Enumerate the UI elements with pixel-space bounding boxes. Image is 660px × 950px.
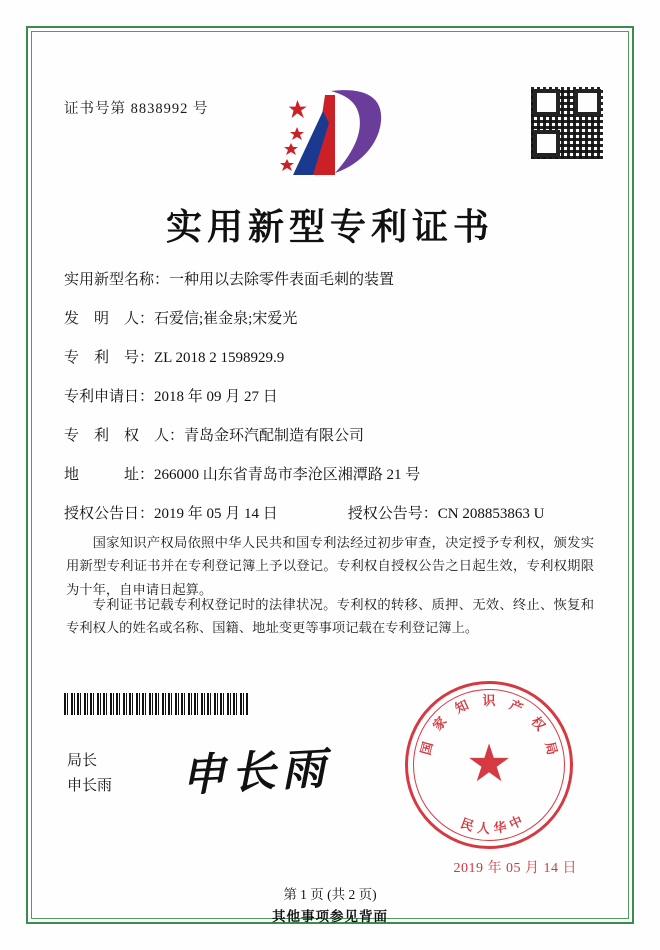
seal-ring-text: 国 家 知 识 产 权 局 中 华 人 民: [417, 693, 561, 837]
value-application-date: 2018 年 09 月 27 日: [154, 389, 278, 405]
official-seal: [405, 681, 573, 849]
label-application-date: 专利申请日：: [64, 389, 155, 405]
value-inventors: 石爱信;崔金泉;宋爱光: [154, 311, 298, 327]
value-utility-model-name: 一种用以去除零件表面毛刺的装置: [169, 272, 395, 288]
qr-code: [531, 87, 603, 159]
seal-date: 2019 年 05 月 14 日: [453, 861, 577, 876]
field-row-patentee: [64, 427, 596, 445]
certificate-number: 证书号第 8838992 号: [64, 101, 209, 117]
label-grant-publication-number: 授权公告号：: [347, 506, 438, 522]
commissioner-handwritten-signature: 申长雨: [180, 744, 333, 801]
value-grant-date: 2019 年 05 月 14 日: [154, 506, 278, 522]
field-row-utility-model-name: [64, 271, 596, 289]
commissioner-title-line1: 局长: [67, 753, 98, 769]
paragraph-grant-statement: 国家知识产权局依照中华人民共和国专利法经过初步审查，决定授予专利权，颁发实用新型专利证书并在专利登记簿上予以登记。专利权自授权公告之日起生效，专利权期限为十年，自申请日起算。: [66, 535, 594, 597]
label-inventors: 发 明 人：: [64, 311, 155, 327]
field-list: [64, 271, 596, 544]
page-number: 第 1 页 (共 2 页): [283, 887, 377, 902]
barcode: [64, 693, 249, 715]
commissioner-title: [67, 749, 112, 799]
value-grant-publication-number: CN 208853863 U: [437, 506, 545, 522]
label-patent-number: 专 利 号：: [64, 350, 155, 366]
paragraph-legal-status: 专利证书记载专利权登记时的法律状况。专利权的转移、质押、无效、终止、恢复和专利权人的姓名或名称、国籍、地址变更等事项记载在专利登记簿上。: [66, 597, 594, 636]
label-utility-model-name: 实用新型名称：: [64, 272, 170, 288]
label-patentee: 专 利 权 人：: [64, 428, 185, 444]
seal-emblem-icon: ★: [465, 736, 513, 793]
field-row-inventors: [64, 310, 596, 328]
page-title: 实用新型专利证书: [165, 207, 494, 247]
field-row-application-date: [64, 388, 596, 406]
certificate-content: [31, 31, 629, 919]
label-grant-date: 授权公告日：: [64, 506, 155, 522]
footnote: 其他事项参见背面: [272, 909, 388, 924]
field-row-address: [64, 466, 596, 484]
sipo-logo-icon: [273, 83, 403, 179]
field-row-grant: [64, 505, 596, 523]
value-patentee: 青岛金环汽配制造有限公司: [184, 428, 365, 444]
label-address: 地 址：: [64, 467, 155, 483]
value-address: 266000 山东省青岛市李沧区湘潭路 21 号: [154, 467, 421, 483]
value-patent-number: ZL 2018 2 1598929.9: [154, 350, 285, 366]
commissioner-name: 申长雨: [67, 777, 113, 794]
field-row-patent-number: [64, 349, 596, 367]
